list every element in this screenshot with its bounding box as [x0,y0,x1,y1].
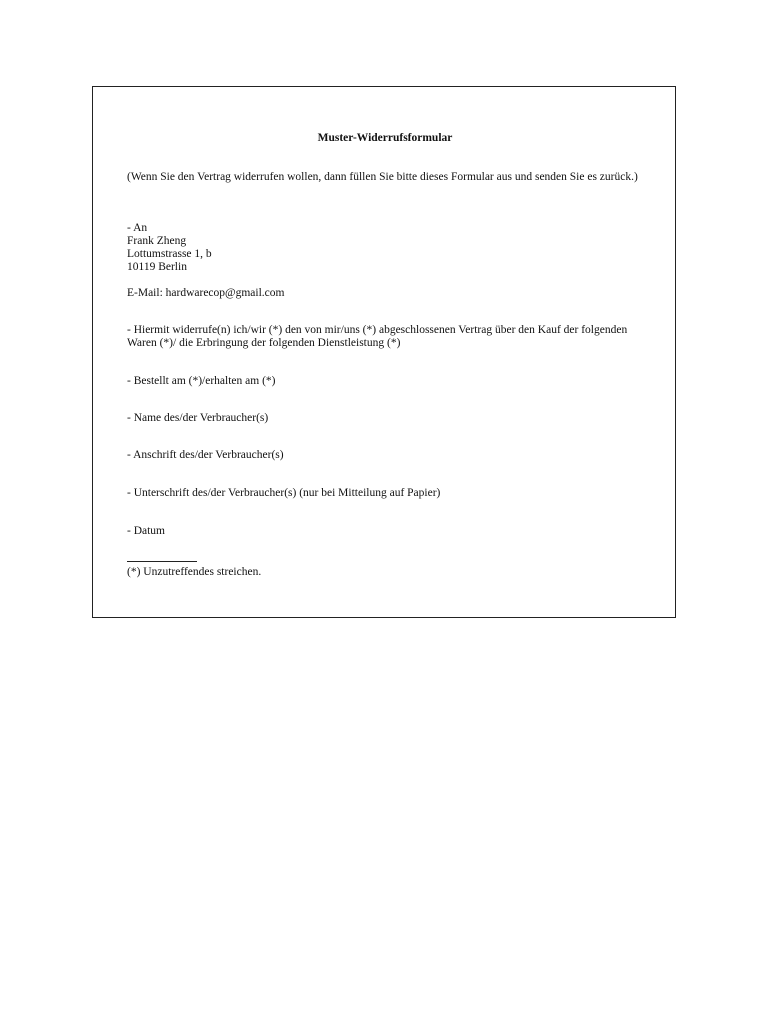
footnote-separator [127,561,197,562]
footnote-block [127,561,643,579]
date-field: - Datum [127,525,166,537]
form-intro: (Wenn Sie den Vertrag widerrufen wollen, dann füllen Sie bitte dieses Formular aus und senden Sie es zurück.) [127,171,638,183]
recipient-prefix: - An [127,222,148,234]
consumer-name-field: - Name des/der Verbraucher(s) [127,412,269,424]
form-title: Muster-Widerrufsformular [317,132,453,144]
recipient-name: Frank Zheng [127,235,187,247]
recipient-block [127,222,643,274]
withdrawal-declaration: - Hiermit widerrufe(n) ich/wir (*) den von mir/uns (*) abgeschlossenen Vertrag über den Kauf der folgenden Waren (*)/ die Erbringung der folgenden Dienstleistung (*) [127,324,628,349]
consumer-signature-field: - Unterschrift des/der Verbraucher(s) (nur bei Mitteilung auf Papier) [127,487,441,499]
footnote-text: (*) Unzutreffendes streichen. [127,566,262,578]
ordered-received-field: - Bestellt am (*)/erhalten am (*) [127,375,276,387]
recipient-street: Lottumstrasse 1, b [127,248,212,260]
consumer-address-field: - Anschrift des/der Verbraucher(s) [127,449,284,461]
recipient-city: 10119 Berlin [127,261,187,273]
withdrawal-form-frame [92,86,676,618]
recipient-email: E-Mail: hardwarecop@gmail.com [127,287,285,299]
